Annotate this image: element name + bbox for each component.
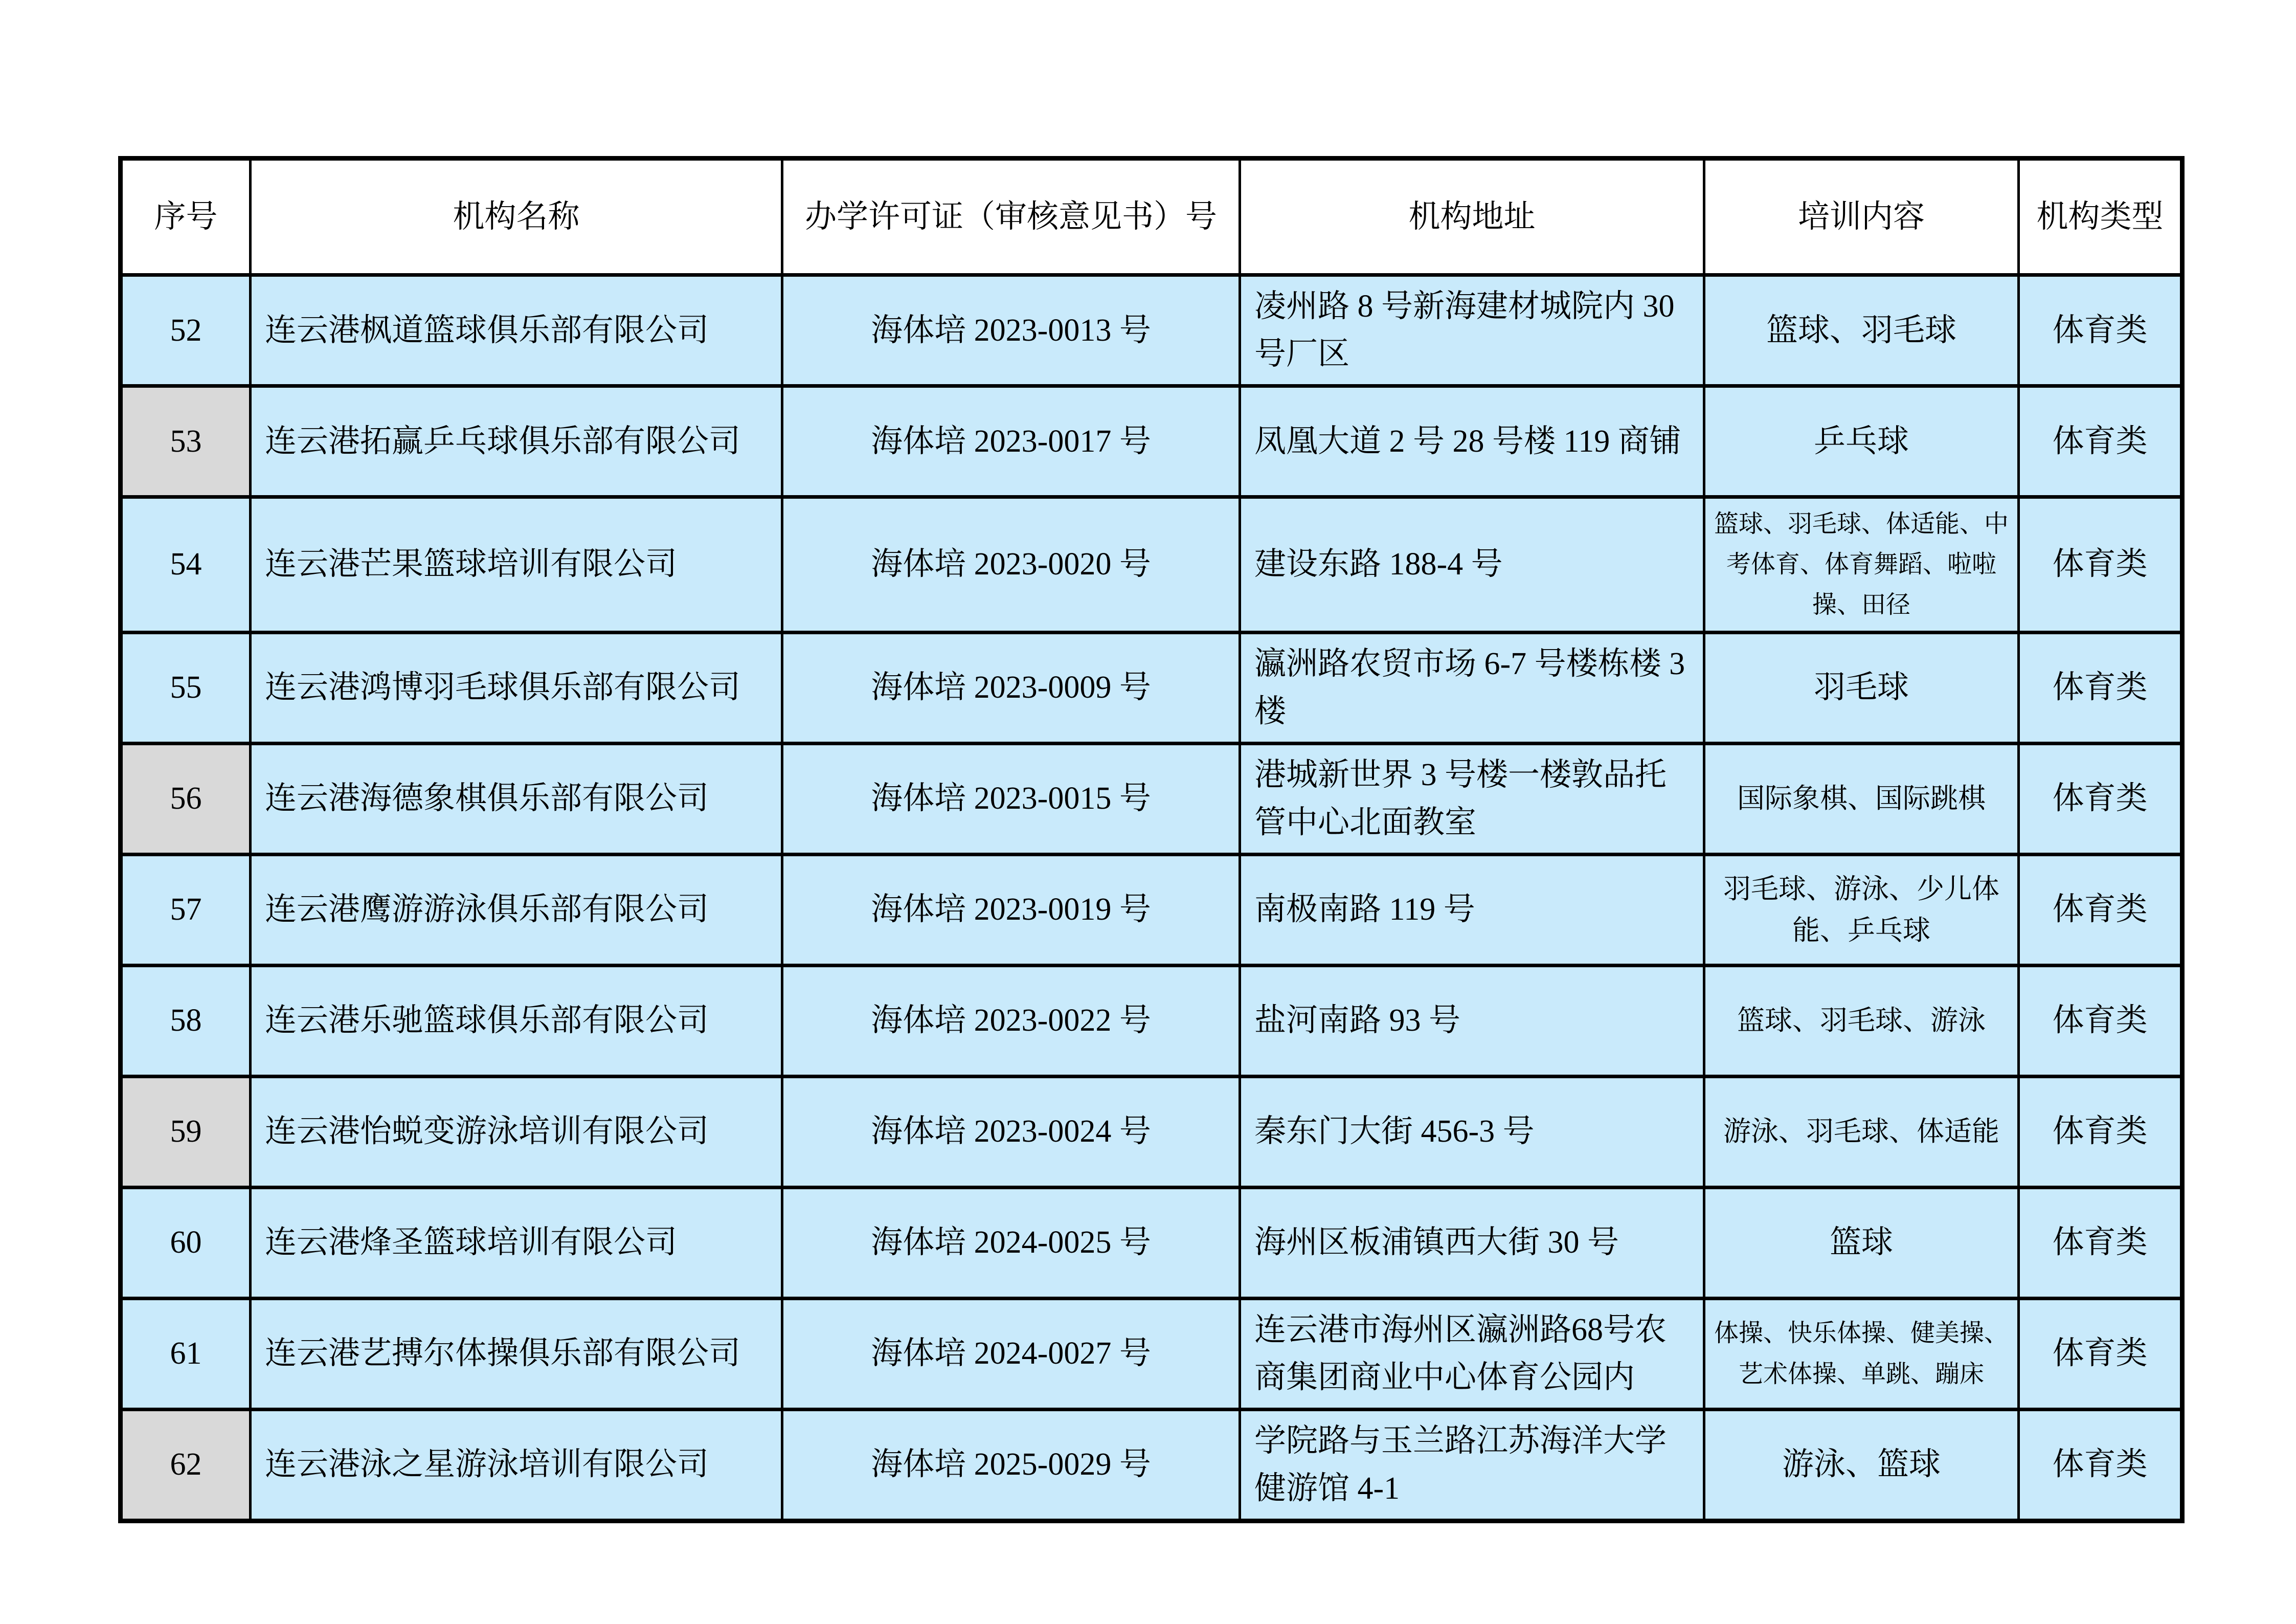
cell-type: 体育类 [2019, 1187, 2182, 1298]
cell-name: 连云港芒果篮球培训有限公司 [251, 497, 782, 633]
cell-address: 港城新世界 3 号楼一楼敦品托管中心北面教室 [1240, 743, 1704, 854]
cell-num: 62 [121, 1409, 251, 1521]
cell-name: 连云港枫道篮球俱乐部有限公司 [251, 275, 782, 386]
cell-address: 凤凰大道 2 号 28 号楼 119 商铺 [1240, 386, 1704, 497]
cell-training: 游泳、羽毛球、体适能 [1704, 1076, 2019, 1187]
cell-name: 连云港鹰游游泳俱乐部有限公司 [251, 854, 782, 965]
cell-training: 篮球、羽毛球、游泳 [1704, 965, 2019, 1076]
cell-training: 篮球、羽毛球、体适能、中考体育、体育舞蹈、啦啦操、田径 [1704, 497, 2019, 633]
column-header-type: 机构类型 [2019, 159, 2182, 275]
cell-name: 连云港海德象棋俱乐部有限公司 [251, 743, 782, 854]
cell-type: 体育类 [2019, 1409, 2182, 1521]
cell-num: 57 [121, 854, 251, 965]
cell-training: 羽毛球 [1704, 632, 2019, 743]
header-row [121, 159, 2182, 275]
cell-type: 体育类 [2019, 1076, 2182, 1187]
cell-num: 54 [121, 497, 251, 633]
cell-license: 海体培 2024-0027 号 [782, 1298, 1240, 1409]
cell-num: 53 [121, 386, 251, 497]
cell-training: 体操、快乐体操、健美操、艺术体操、单跳、蹦床 [1704, 1298, 2019, 1409]
cell-address: 南极南路 119 号 [1240, 854, 1704, 965]
cell-num: 60 [121, 1187, 251, 1298]
cell-name: 连云港怡蜕变游泳培训有限公司 [251, 1076, 782, 1187]
cell-address: 海州区板浦镇西大街 30 号 [1240, 1187, 1704, 1298]
cell-address: 秦东门大街 456-3 号 [1240, 1076, 1704, 1187]
institutions-table [118, 156, 2185, 1523]
cell-license: 海体培 2023-0024 号 [782, 1076, 1240, 1187]
cell-num: 59 [121, 1076, 251, 1187]
cell-name: 连云港鸿博羽毛球俱乐部有限公司 [251, 632, 782, 743]
table-row [121, 965, 2182, 1076]
table-row [121, 1187, 2182, 1298]
column-header-num: 序号 [121, 159, 251, 275]
cell-training: 篮球、羽毛球 [1704, 275, 2019, 386]
cell-address: 连云港市海州区瀛洲路68号农商集团商业中心体育公园内 [1240, 1298, 1704, 1409]
cell-type: 体育类 [2019, 386, 2182, 497]
cell-num: 55 [121, 632, 251, 743]
cell-address: 建设东路 188-4 号 [1240, 497, 1704, 633]
column-header-license: 办学许可证（审核意见书）号 [782, 159, 1240, 275]
cell-type: 体育类 [2019, 854, 2182, 965]
cell-license: 海体培 2023-0020 号 [782, 497, 1240, 633]
cell-training: 游泳、篮球 [1704, 1409, 2019, 1521]
table-row [121, 743, 2182, 854]
cell-num: 61 [121, 1298, 251, 1409]
cell-license: 海体培 2024-0025 号 [782, 1187, 1240, 1298]
cell-license: 海体培 2023-0013 号 [782, 275, 1240, 386]
cell-type: 体育类 [2019, 743, 2182, 854]
cell-name: 连云港泳之星游泳培训有限公司 [251, 1409, 782, 1521]
cell-num: 52 [121, 275, 251, 386]
cell-license: 海体培 2023-0017 号 [782, 386, 1240, 497]
table-row [121, 1076, 2182, 1187]
cell-num: 56 [121, 743, 251, 854]
table-row [121, 386, 2182, 497]
cell-address: 凌州路 8 号新海建材城院内 30 号厂区 [1240, 275, 1704, 386]
column-header-address: 机构地址 [1240, 159, 1704, 275]
column-header-name: 机构名称 [251, 159, 782, 275]
cell-type: 体育类 [2019, 1298, 2182, 1409]
cell-name: 连云港拓赢乒乓球俱乐部有限公司 [251, 386, 782, 497]
cell-training: 篮球 [1704, 1187, 2019, 1298]
cell-license: 海体培 2023-0015 号 [782, 743, 1240, 854]
table-row [121, 1409, 2182, 1521]
cell-type: 体育类 [2019, 497, 2182, 633]
cell-type: 体育类 [2019, 632, 2182, 743]
table-body [121, 275, 2182, 1521]
cell-name: 连云港乐驰篮球俱乐部有限公司 [251, 965, 782, 1076]
cell-license: 海体培 2023-0022 号 [782, 965, 1240, 1076]
cell-address: 盐河南路 93 号 [1240, 965, 1704, 1076]
cell-training: 乒乓球 [1704, 386, 2019, 497]
cell-license: 海体培 2025-0029 号 [782, 1409, 1240, 1521]
cell-license: 海体培 2023-0009 号 [782, 632, 1240, 743]
table-row [121, 1298, 2182, 1409]
table-row [121, 497, 2182, 633]
cell-name: 连云港烽圣篮球培训有限公司 [251, 1187, 782, 1298]
cell-name: 连云港艺搏尔体操俱乐部有限公司 [251, 1298, 782, 1409]
cell-address: 瀛洲路农贸市场 6-7 号楼栋楼 3 楼 [1240, 632, 1704, 743]
cell-license: 海体培 2023-0019 号 [782, 854, 1240, 965]
table-row [121, 854, 2182, 965]
column-header-training: 培训内容 [1704, 159, 2019, 275]
cell-training: 国际象棋、国际跳棋 [1704, 743, 2019, 854]
cell-address: 学院路与玉兰路江苏海洋大学健游馆 4-1 [1240, 1409, 1704, 1521]
cell-type: 体育类 [2019, 965, 2182, 1076]
cell-training: 羽毛球、游泳、少儿体能、乒乓球 [1704, 854, 2019, 965]
table-row [121, 632, 2182, 743]
cell-num: 58 [121, 965, 251, 1076]
cell-type: 体育类 [2019, 275, 2182, 386]
table-row [121, 275, 2182, 386]
